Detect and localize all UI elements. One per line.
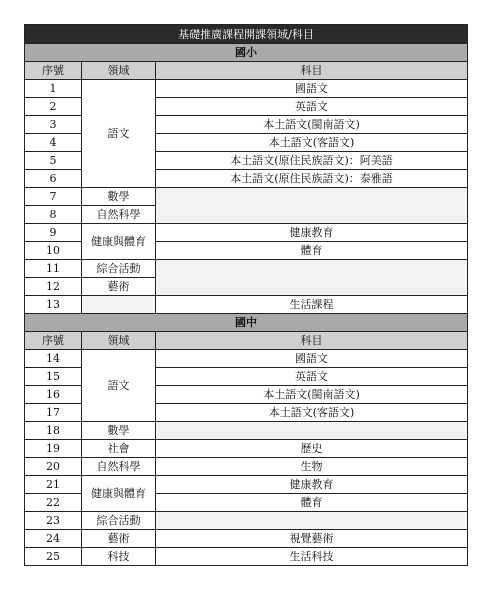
row-domain-empty [82,296,156,314]
row-no: 24 [25,530,82,548]
row-subject: 視覺藝術 [156,530,468,548]
header-domain: 領域 [82,62,156,80]
row-subject: 歷史 [156,440,468,458]
row-no: 22 [25,494,82,512]
row-subject: 本土語文(原住民族語文)：阿美語 [156,152,468,170]
header-subject: 科目 [156,332,468,350]
row-no: 17 [25,404,82,422]
row-domain: 健康與體育 [82,224,156,260]
row-no: 2 [25,98,82,116]
row-domain: 自然科學 [82,206,156,224]
row-no: 19 [25,440,82,458]
row-no: 5 [25,152,82,170]
row-subject-empty [156,260,468,296]
course-table [24,24,468,566]
row-domain: 數學 [82,422,156,440]
table-row [25,80,468,98]
table-row [25,422,468,440]
table-row [25,530,468,548]
section-elementary: 國小 [25,44,468,62]
row-domain: 科技 [82,548,156,566]
row-subject-empty [156,422,468,440]
row-subject: 體育 [156,494,468,512]
row-no: 16 [25,386,82,404]
row-no: 4 [25,134,82,152]
table-row [25,350,468,368]
table-row [25,548,468,566]
row-no: 20 [25,458,82,476]
header-no: 序號 [25,62,82,80]
row-no: 9 [25,224,82,242]
section-junior: 國中 [25,314,468,332]
table-row [25,476,468,494]
row-domain: 綜合活動 [82,512,156,530]
row-no: 14 [25,350,82,368]
row-subject: 生物 [156,458,468,476]
row-no: 10 [25,242,82,260]
row-subject: 國語文 [156,350,468,368]
table-row [25,296,468,314]
row-domain: 數學 [82,188,156,206]
row-domain: 語文 [82,350,156,422]
row-subject: 本土語文(客語文) [156,404,468,422]
table-row [25,458,468,476]
row-domain: 藝術 [82,278,156,296]
row-no: 8 [25,206,82,224]
row-no: 1 [25,80,82,98]
table-row [25,260,468,278]
row-no: 12 [25,278,82,296]
header-domain: 領域 [82,332,156,350]
row-subject: 英語文 [156,98,468,116]
row-no: 11 [25,260,82,278]
row-no: 15 [25,368,82,386]
row-subject-empty [156,512,468,530]
row-no: 18 [25,422,82,440]
table-title: 基礎推廣課程開課領域/科目 [25,25,468,44]
table-row [25,224,468,242]
row-no: 6 [25,170,82,188]
row-subject: 英語文 [156,368,468,386]
row-domain: 社會 [82,440,156,458]
row-no: 23 [25,512,82,530]
header-no: 序號 [25,332,82,350]
row-subject: 本土語文(原住民族語文)：泰雅語 [156,170,468,188]
table-row [25,512,468,530]
row-subject: 本土語文(閩南語文) [156,116,468,134]
row-subject: 國語文 [156,80,468,98]
row-subject: 生活課程 [156,296,468,314]
row-no: 25 [25,548,82,566]
row-no: 13 [25,296,82,314]
row-subject: 健康教育 [156,476,468,494]
row-domain: 自然科學 [82,458,156,476]
row-no: 21 [25,476,82,494]
row-domain: 健康與體育 [82,476,156,512]
header-subject: 科目 [156,62,468,80]
row-no: 7 [25,188,82,206]
row-domain: 綜合活動 [82,260,156,278]
row-subject: 本土語文(客語文) [156,134,468,152]
table-row [25,188,468,206]
row-subject: 本土語文(閩南語文) [156,386,468,404]
table-row [25,440,468,458]
row-subject-empty [156,188,468,224]
row-domain: 語文 [82,80,156,188]
row-subject: 體育 [156,242,468,260]
row-no: 3 [25,116,82,134]
row-subject: 生活科技 [156,548,468,566]
row-domain: 藝術 [82,530,156,548]
row-subject: 健康教育 [156,224,468,242]
